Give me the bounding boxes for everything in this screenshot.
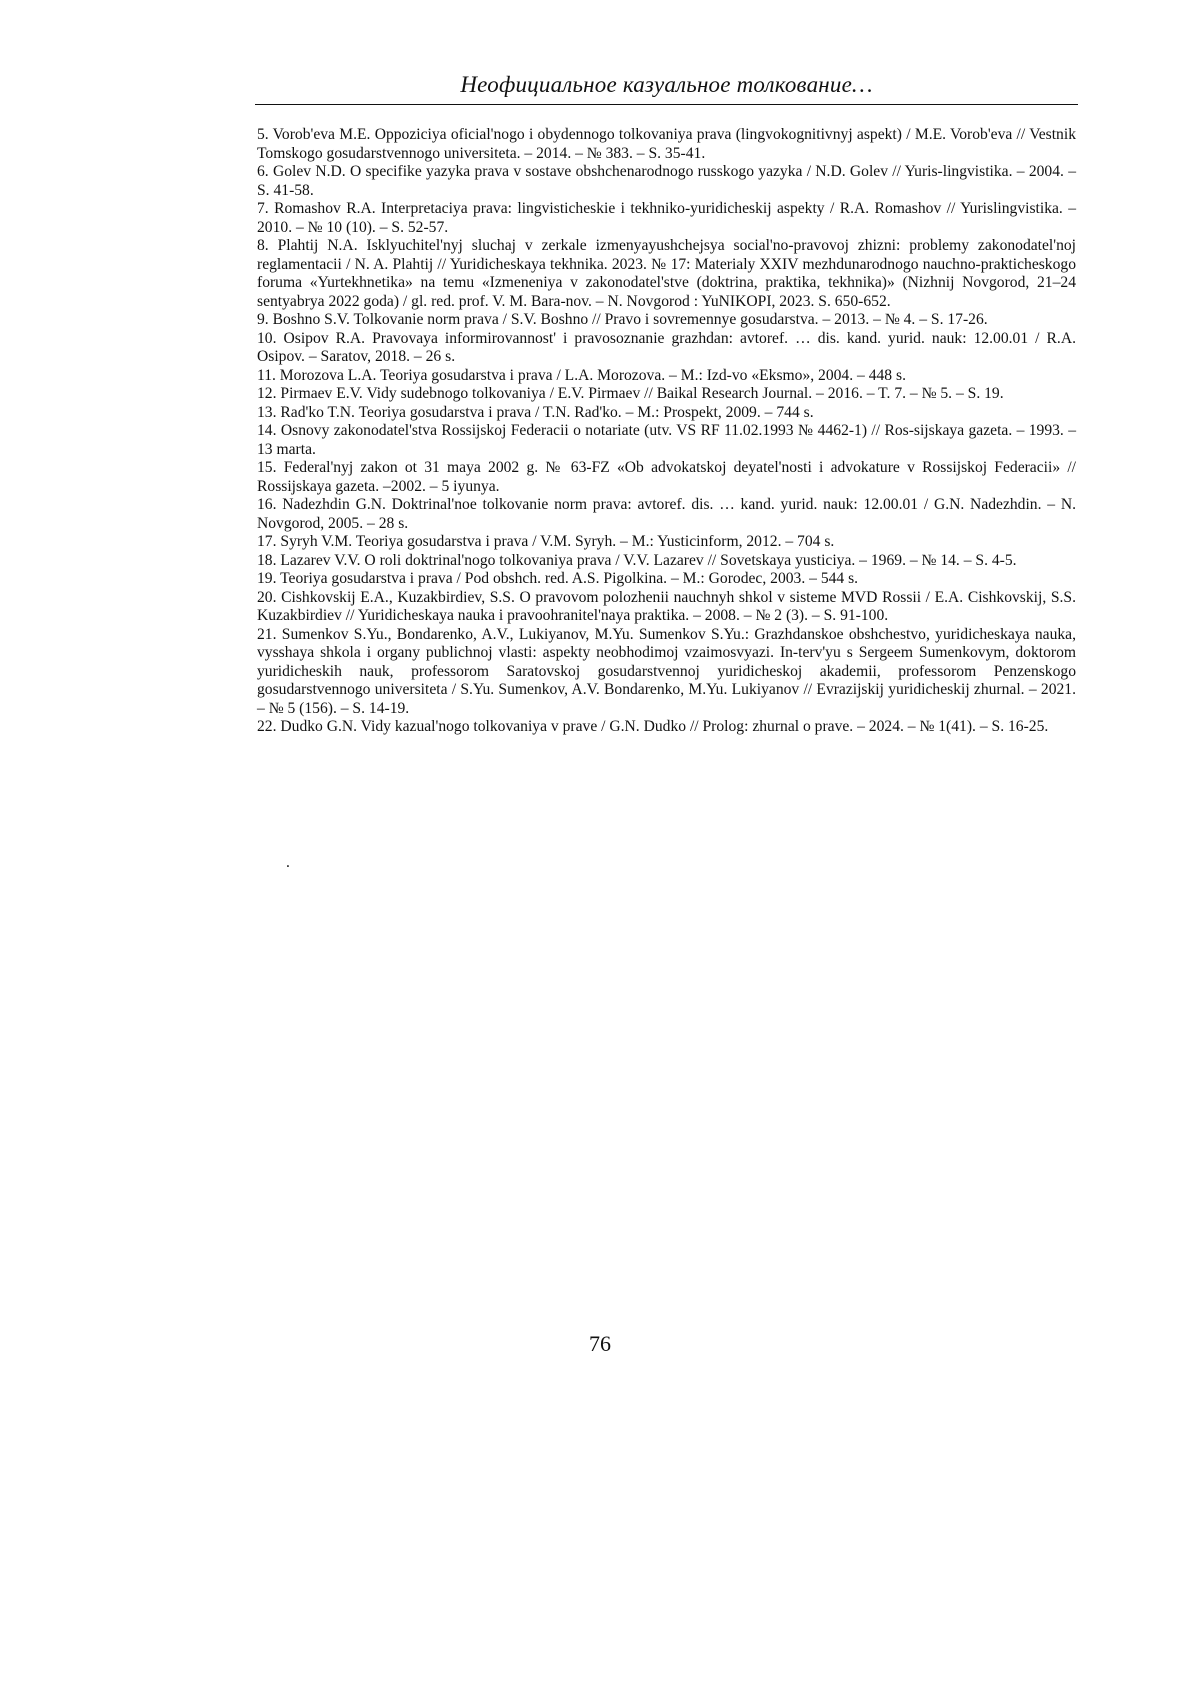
reference-item: 22. Dudko G.N. Vidy kazual'nogo tolkovaniya v prave / G.N. Dudko // Prolog: zhurnal o prave. – 2024. – № 1(41). – S. 16-25. (257, 718, 1049, 735)
reference-item: 17. Syryh V.M. Teoriya gosudarstva i prava / V.M. Syryh. – M.: Yusticinform, 2012. – 704 s. (257, 533, 835, 550)
reference-item: 8. Plahtij N.A. Isklyuchitel'nyj sluchaj v zerkale izmenyayushchejsya social'no-pravovoj zhizni: problemy zakonodatel'noj reglamentacii / N. A. Plahtij // Yuridicheskaya tekhnika. 2023. № 17: Materialy XXIV mezhdunarodnogo nauchno-prakticheskogo foruma «Yurtekhnetika» na temu «Izmeneniya v zakonodatel'stve (doktrina, praktika, tekhnika)» (Nizhnij Novgorod, 21–24 sentyabrya 2022 goda) / gl. red. prof. V. M. Bara-nov. – N. Novgorod : YuNIKOPI, 2023. S. 650-652. (257, 237, 1076, 310)
trailing-mark: . (286, 854, 290, 871)
reference-item: 14. Osnovy zakonodatel'stva Rossijskoj Federacii o notariate (utv. VS RF 11.02.1993 № 4462-1) // Ros-sijskaya gazeta. – 1993. – 13 marta. (257, 422, 1076, 458)
reference-list (257, 126, 1076, 737)
header-rule (255, 104, 1078, 105)
reference-item: 16. Nadezhdin G.N. Doktrinal'noe tolkovanie norm prava: avtoref. dis. … kand. yurid. nauk: 12.00.01 / G.N. Nadezhdin. – N. Novgorod, 2005. – 28 s. (257, 496, 1076, 532)
reference-item: 13. Rad'ko T.N. Teoriya gosudarstva i prava / T.N. Rad'ko. – M.: Prospekt, 2009. – 744 s. (257, 403, 814, 421)
running-title: Неофициальное казуальное толкование… (460, 72, 873, 97)
reference-item: 18. Lazarev V.V. O roli doktrinal'nogo tolkovaniya prava / V.V. Lazarev // Sovetskaya yusticiya. – 1969. – № 14. – S. 4-5. (257, 551, 1017, 569)
reference-item: 9. Boshno S.V. Tolkovanie norm prava / S.V. Boshno // Pravo i sovremennye gosudarstva. – 2013. – № 4. – S. 17-26. (257, 311, 988, 328)
reference-item: 19. Teoriya gosudarstva i prava / Pod obshch. red. A.S. Pigolkina. – M.: Gorodec, 2003. – 544 s. (257, 570, 859, 587)
reference-item: 21. Sumenkov S.Yu., Bondarenko, A.V., Lukiyanov, M.Yu. Sumenkov S.Yu.: Grazhdanskoe obshchestvo, yuridicheskaya nauka, vysshaya shkola i organy publichnoj vlasti: aspekty neobhodimoj vzaimosvyazi. In-terv'yu s Sergeem Sumenkovym, doktorom yuridicheskih nauk, professorom Saratovskoj gosudarstvennoj yuridicheskoj akademii, professorom Penzenskogo gosudarstvennogo universiteta / S.Yu. Sumenkov, A.V. Bondarenko, M.Yu. Lukiyanov // Evrazijskij yuridicheskij zhurnal. – 2021. – № 5 (156). – S. 14-19. (257, 625, 1076, 717)
reference-item: 6. Golev N.D. O specifike yazyka prava v sostave obshchenarodnogo russkogo yazyka / N.D. Golev // Yuris-lingvistika. – 2004. – S. 41-58. (257, 163, 1076, 199)
reference-item: 15. Federal'nyj zakon ot 31 maya 2002 g. № 63-FZ «Ob advokatskoj deyatel'nosti i advokature v Rossijskoj Federacii» // Rossijskaya gazeta. –2002. – 5 iyunya. (257, 459, 1076, 495)
reference-item: 12. Pirmaev E.V. Vidy sudebnogo tolkovaniya / E.V. Pirmaev // Baikal Research Journal. – 2016. – T. 7. – № 5. – S. 19. (257, 385, 1004, 402)
reference-item: 20. Cishkovskij E.A., Kuzakbirdiev, S.S. O pravovom polozhenii nauchnyh shkol v sisteme MVD Rossii / E.A. Cishkovskij, S.S. Kuzakbirdiev // Yuridicheskaya nauka i pravoohranitel'naya praktika. – 2008. – № 2 (3). – S. 91-100. (257, 588, 1076, 624)
reference-item: 10. Osipov R.A. Pravovaya informirovannost' i pravosoznanie grazhdan: avtoref. … dis. kand. yurid. nauk: 12.00.01 / R.A. Osipov. – Saratov, 2018. – 26 s. (257, 329, 1076, 365)
reference-item: 5. Vorob'eva M.E. Oppoziciya oficial'nogo i obydennogo tolkovaniya prava (lingvokognitivnyj aspekt) / M.E. Vorob'eva // Vestnik Tomskogo gosudarstvennogo universiteta. – 2014. – № 383. – S. 35-41. (257, 126, 1076, 162)
page-number: 76 (589, 1331, 611, 1356)
reference-item: 7. Romashov R.A. Interpretaciya prava: lingvisticheskie i tekhniko-yuridicheskij aspekty / R.A. Romashov // Yurislingvistika. – 2010. – № 10 (10). – S. 52-57. (257, 200, 1076, 236)
reference-item: 11. Morozova L.A. Teoriya gosudarstva i prava / L.A. Morozova. – M.: Izd-vo «Eksmo», 2004. – 448 s. (257, 366, 906, 384)
